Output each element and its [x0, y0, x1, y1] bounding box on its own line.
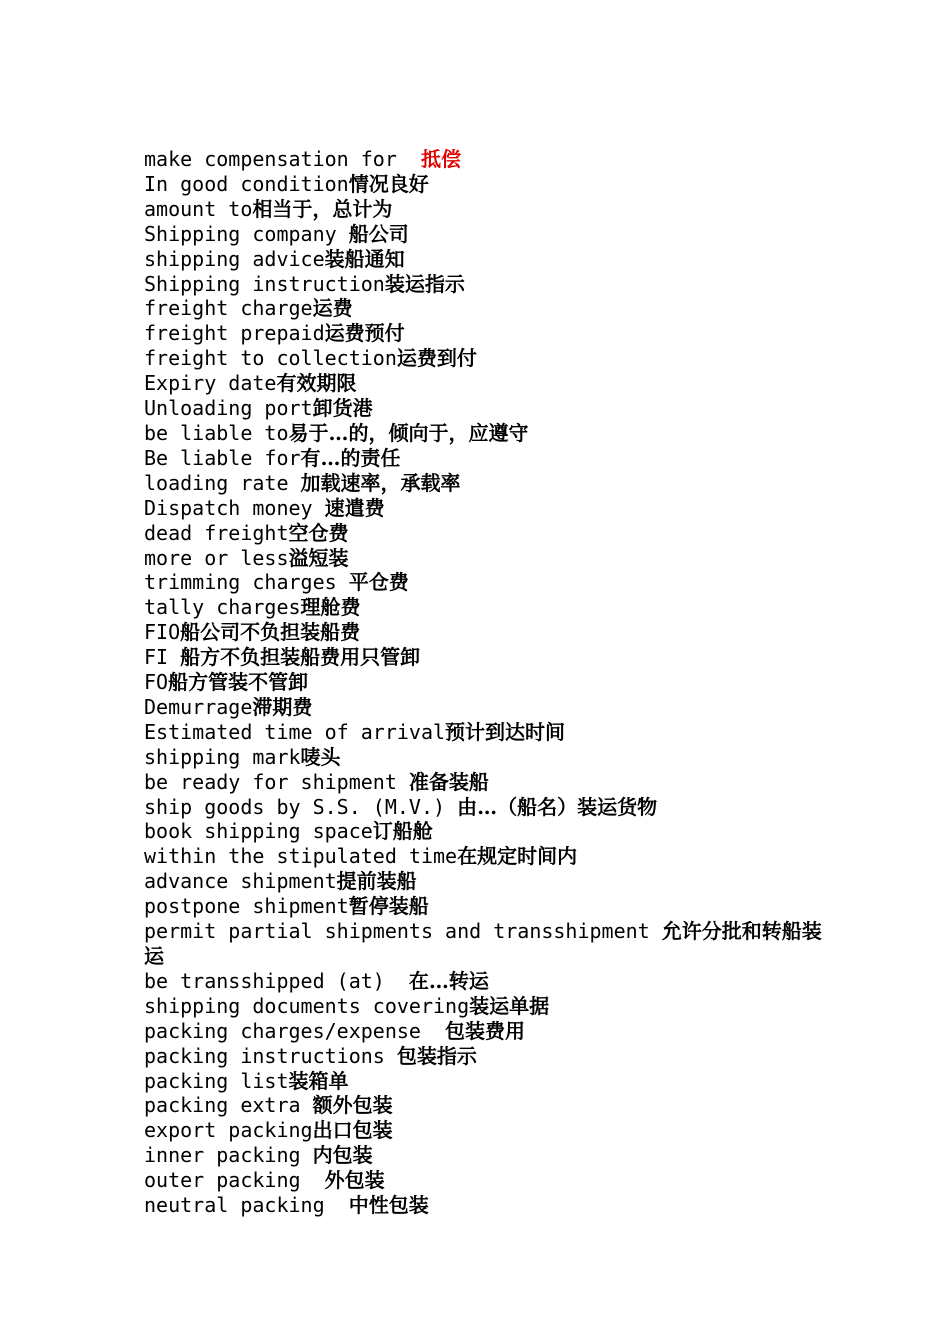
- chinese-translation: 船方不负担装船费用只管卸: [180, 645, 421, 670]
- english-term: ship goods by S.S. (M.V.): [144, 794, 458, 819]
- vocab-entry: [144, 321, 824, 346]
- chinese-translation: 中性包装: [348, 1193, 429, 1218]
- vocab-entry: [144, 197, 824, 222]
- chinese-translation: 运费预付: [324, 321, 405, 346]
- vocab-entry: [144, 620, 824, 645]
- chinese-translation: 船公司不负担装船费: [180, 620, 361, 645]
- english-term: freight to collection: [144, 346, 397, 371]
- english-term: export packing: [144, 1118, 313, 1143]
- english-term: book shipping space: [144, 819, 373, 844]
- vocab-entry: [144, 471, 824, 496]
- vocab-entry: [144, 147, 824, 172]
- chinese-translation: 船公司: [348, 221, 409, 246]
- chinese-translation: 在…转运: [408, 968, 489, 993]
- english-term: FIO: [144, 620, 181, 645]
- vocab-entry: [144, 919, 824, 969]
- chinese-translation: 准备装船: [408, 769, 489, 794]
- english-term: make compensation for: [144, 147, 421, 171]
- english-term: be transshipped (at): [144, 968, 409, 993]
- english-term: Dispatch money: [144, 495, 325, 520]
- english-term: dead freight: [144, 520, 289, 545]
- chinese-translation: 内包装: [312, 1143, 373, 1168]
- english-term: packing charges/expense: [144, 1018, 446, 1043]
- chinese-translation: 平仓费: [348, 570, 409, 595]
- english-term: within the stipulated time: [144, 844, 458, 869]
- english-term: Unloading port: [144, 396, 313, 421]
- chinese-translation: 情况良好: [348, 171, 429, 196]
- vocab-entry: [144, 496, 824, 521]
- chinese-translation: 装运单据: [469, 993, 550, 1018]
- chinese-translation: 加载速率，承载率: [300, 470, 461, 495]
- vocab-entry: [144, 819, 824, 844]
- english-term: amount to: [144, 196, 253, 221]
- vocab-entry: [144, 1093, 824, 1118]
- vocab-entry: [144, 1118, 824, 1143]
- english-term: be liable to: [144, 420, 289, 445]
- vocab-entry: [144, 795, 824, 820]
- english-term: FI: [144, 645, 181, 670]
- chinese-translation: 速遣费: [324, 495, 385, 520]
- vocab-entry: [144, 1143, 824, 1168]
- vocab-entry: [144, 570, 824, 595]
- vocab-entry: [144, 869, 824, 894]
- vocab-entry: [144, 670, 824, 695]
- vocab-entry: [144, 844, 824, 869]
- chinese-translation: 装运指示: [384, 271, 465, 296]
- chinese-translation: 包装费用: [445, 1018, 526, 1043]
- chinese-translation: 空仓费: [288, 520, 349, 545]
- chinese-translation: 出口包装: [312, 1118, 393, 1143]
- vocab-entry: [144, 272, 824, 297]
- english-term: inner packing: [144, 1143, 313, 1168]
- vocab-entry: [144, 222, 824, 247]
- english-term: trimming charges: [144, 570, 349, 595]
- chinese-translation: 额外包装: [312, 1093, 393, 1118]
- english-term: shipping documents covering: [144, 993, 470, 1018]
- chinese-translation: 唛头: [300, 744, 341, 769]
- vocab-entry: [144, 247, 824, 272]
- english-term: Shipping company: [144, 221, 349, 246]
- chinese-translation: 暂停装船: [348, 894, 429, 919]
- english-term: postpone shipment: [144, 894, 349, 919]
- english-term: packing extra: [144, 1093, 313, 1118]
- english-term: In good condition: [144, 171, 349, 196]
- vocab-entry: [144, 969, 824, 994]
- chinese-translation: 溢短装: [288, 545, 349, 570]
- chinese-translation: 允许分批和转船装运: [144, 919, 822, 968]
- chinese-translation: 卸货港: [312, 396, 373, 421]
- vocab-entry: [144, 546, 824, 571]
- english-term: outer packing: [144, 1168, 325, 1193]
- chinese-translation: 外包装: [324, 1168, 385, 1193]
- english-term: Estimated time of arrival: [144, 719, 446, 744]
- vocab-entry: [144, 371, 824, 396]
- chinese-translation: 提前装船: [336, 869, 417, 894]
- chinese-translation: 滞期费: [252, 694, 313, 719]
- chinese-translation: 装船通知: [324, 246, 405, 271]
- chinese-translation: 包装指示: [396, 1043, 477, 1068]
- english-term: Be liable for: [144, 445, 301, 470]
- vocab-entry: [144, 172, 824, 197]
- english-term: shipping advice: [144, 246, 325, 271]
- english-term: tally charges: [144, 595, 301, 620]
- english-term: packing instructions: [144, 1043, 397, 1068]
- vocab-entry: [144, 421, 824, 446]
- english-term: permit partial shipments and transshipment: [144, 919, 662, 944]
- vocab-entry: [144, 346, 824, 371]
- english-term: shipping mark: [144, 744, 301, 769]
- vocab-entry: [144, 1019, 824, 1044]
- vocab-entry: [144, 894, 824, 919]
- vocab-entry: [144, 994, 824, 1019]
- vocab-entry: [144, 446, 824, 471]
- chinese-translation: 由…（船名）装运货物: [457, 794, 658, 819]
- vocab-entry: [144, 720, 824, 745]
- vocab-entry: [144, 695, 824, 720]
- chinese-translation: 运费: [312, 296, 353, 321]
- vocab-entry: [144, 1044, 824, 1069]
- vocab-entry: [144, 645, 824, 670]
- chinese-translation: 运费到付: [396, 346, 477, 371]
- english-term: be ready for shipment: [144, 769, 409, 794]
- vocab-entry: [144, 521, 824, 546]
- chinese-translation: 船方管装不管卸: [168, 670, 309, 695]
- vocab-entry: [144, 1193, 824, 1218]
- chinese-translation: 理舱费: [300, 595, 361, 620]
- chinese-translation: 在规定时间内: [457, 844, 578, 869]
- english-term: more or less: [144, 545, 289, 570]
- vocab-entry: [144, 745, 824, 770]
- english-term: Shipping instruction: [144, 271, 385, 296]
- chinese-translation: 抵偿: [420, 147, 461, 171]
- chinese-translation: 易于…的，倾向于，应遵守: [288, 420, 529, 445]
- english-term: loading rate: [144, 470, 301, 495]
- english-term: freight charge: [144, 296, 313, 321]
- chinese-translation: 有…的责任: [300, 445, 401, 470]
- english-term: packing list: [144, 1068, 289, 1093]
- chinese-translation: 预计到达时间: [445, 719, 566, 744]
- vocabulary-list: [144, 147, 824, 1218]
- vocab-entry: [144, 1168, 824, 1193]
- chinese-translation: 有效期限: [276, 371, 357, 396]
- vocab-entry: [144, 296, 824, 321]
- english-term: freight prepaid: [144, 321, 325, 346]
- chinese-translation: 相当于，总计为: [252, 196, 393, 221]
- vocab-entry: [144, 1069, 824, 1094]
- english-term: Demurrage: [144, 694, 253, 719]
- chinese-translation: 订船舱: [372, 819, 433, 844]
- english-term: FO: [144, 670, 169, 695]
- english-term: neutral packing: [144, 1193, 349, 1218]
- vocab-entry: [144, 595, 824, 620]
- vocab-entry: [144, 770, 824, 795]
- vocab-entry: [144, 396, 824, 421]
- chinese-translation: 装箱单: [288, 1068, 349, 1093]
- english-term: advance shipment: [144, 869, 337, 894]
- english-term: Expiry date: [144, 371, 277, 396]
